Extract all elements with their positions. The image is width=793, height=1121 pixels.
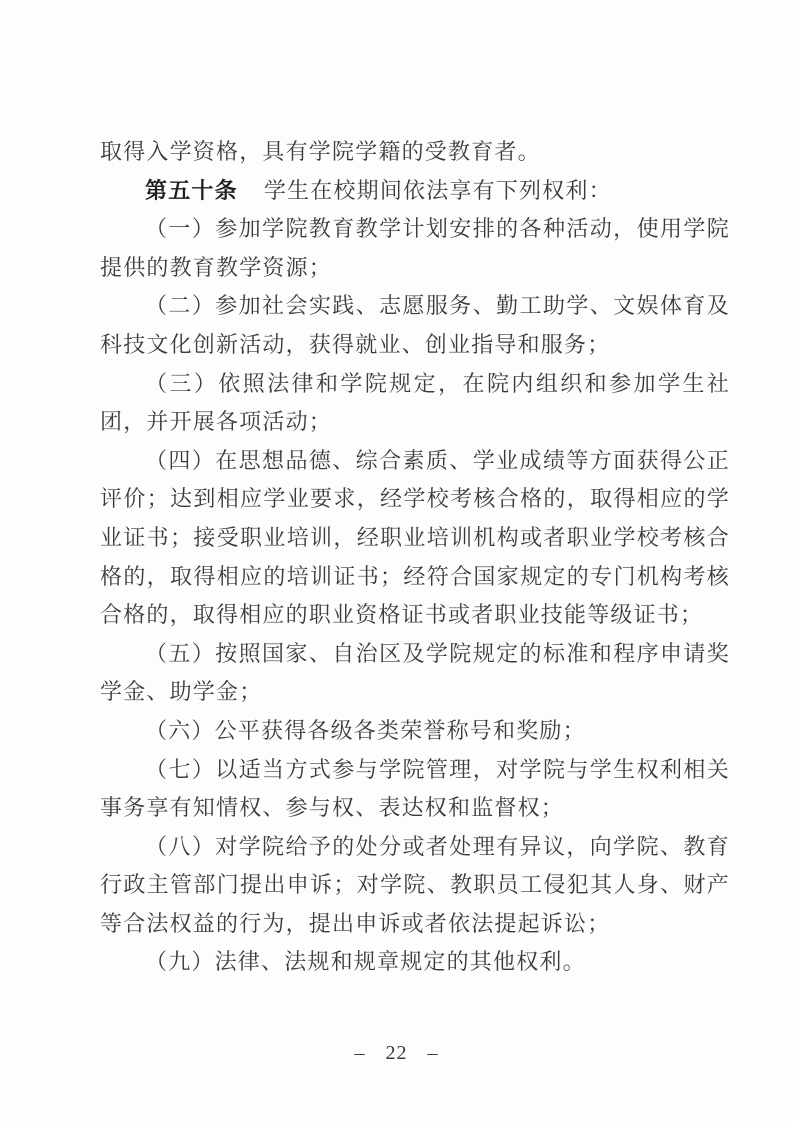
document-body xyxy=(100,133,730,982)
item-text: 法律、法规和规章规定的其他权利。 xyxy=(214,949,586,975)
item-text: 参加社会实践、志愿服务、勤工助学、文娱体育及科技文化创新活动，获得就业、创业指导和服务； xyxy=(100,293,730,357)
list-item-5 xyxy=(100,635,730,712)
item-label: （二） xyxy=(145,293,216,319)
item-label: （五） xyxy=(145,640,216,666)
item-label: （七） xyxy=(145,756,216,782)
list-item-6 xyxy=(100,712,730,751)
item-text: 在思想品德、综合素质、学业成绩等方面获得公正评价；达到相应学业要求，经学校考核合格的，取得相应的学业证书；接受职业培训，经职业培训机构或者职业学校考核合格的，取得相应的培训证书；经符合国家规定的专门机构考核合格的，取得相应的职业资格证书或者职业技能等级证书； xyxy=(100,447,730,628)
item-text: 按照国家、自治区及学院规定的标准和程序申请奖学金、助学金； xyxy=(100,640,730,705)
paragraph-continuation xyxy=(100,133,730,172)
item-label: （六） xyxy=(145,717,215,743)
list-item-2 xyxy=(100,287,730,364)
article-title: 学生在校期间依法享有下列权利： xyxy=(263,177,612,203)
list-item-9 xyxy=(100,943,730,982)
list-item-8 xyxy=(100,828,730,944)
article-heading xyxy=(100,172,730,211)
list-item-4 xyxy=(100,442,730,635)
item-text: 依照法律和学院规定，在院内组织和参加学生社团，并开展各项活动； xyxy=(100,370,730,435)
page-number-text: – 22 – xyxy=(354,1042,439,1064)
item-text: 以适当方式参与学院管理，对学院与学生权利相关事务享有知情权、参与权、表达权和监督权； xyxy=(100,756,730,821)
list-item-3 xyxy=(100,365,730,442)
continuation-text: 取得入学资格，具有学院学籍的受教育者。 xyxy=(100,139,541,164)
item-text: 对学院给予的处分或者处理有异议，向学院、教育行政主管部门提出申诉；对学院、教职员工侵犯其人身、财产等合法权益的行为，提出申诉或者依法提起诉讼； xyxy=(100,833,730,936)
item-label: （四） xyxy=(145,447,216,473)
item-label: （九） xyxy=(145,949,215,975)
item-label: （三） xyxy=(145,370,219,396)
item-label: （一） xyxy=(145,216,216,242)
item-label: （八） xyxy=(145,833,216,859)
page-number xyxy=(0,1040,793,1066)
list-item-7 xyxy=(100,751,730,828)
article-number: 第五十条 xyxy=(145,177,238,203)
item-text: 公平获得各级各类荣誉称号和奖励； xyxy=(214,717,586,743)
list-item-1 xyxy=(100,210,730,287)
item-text: 参加学院教育教学计划安排的各种活动，使用学院提供的教育教学资源； xyxy=(100,216,730,280)
